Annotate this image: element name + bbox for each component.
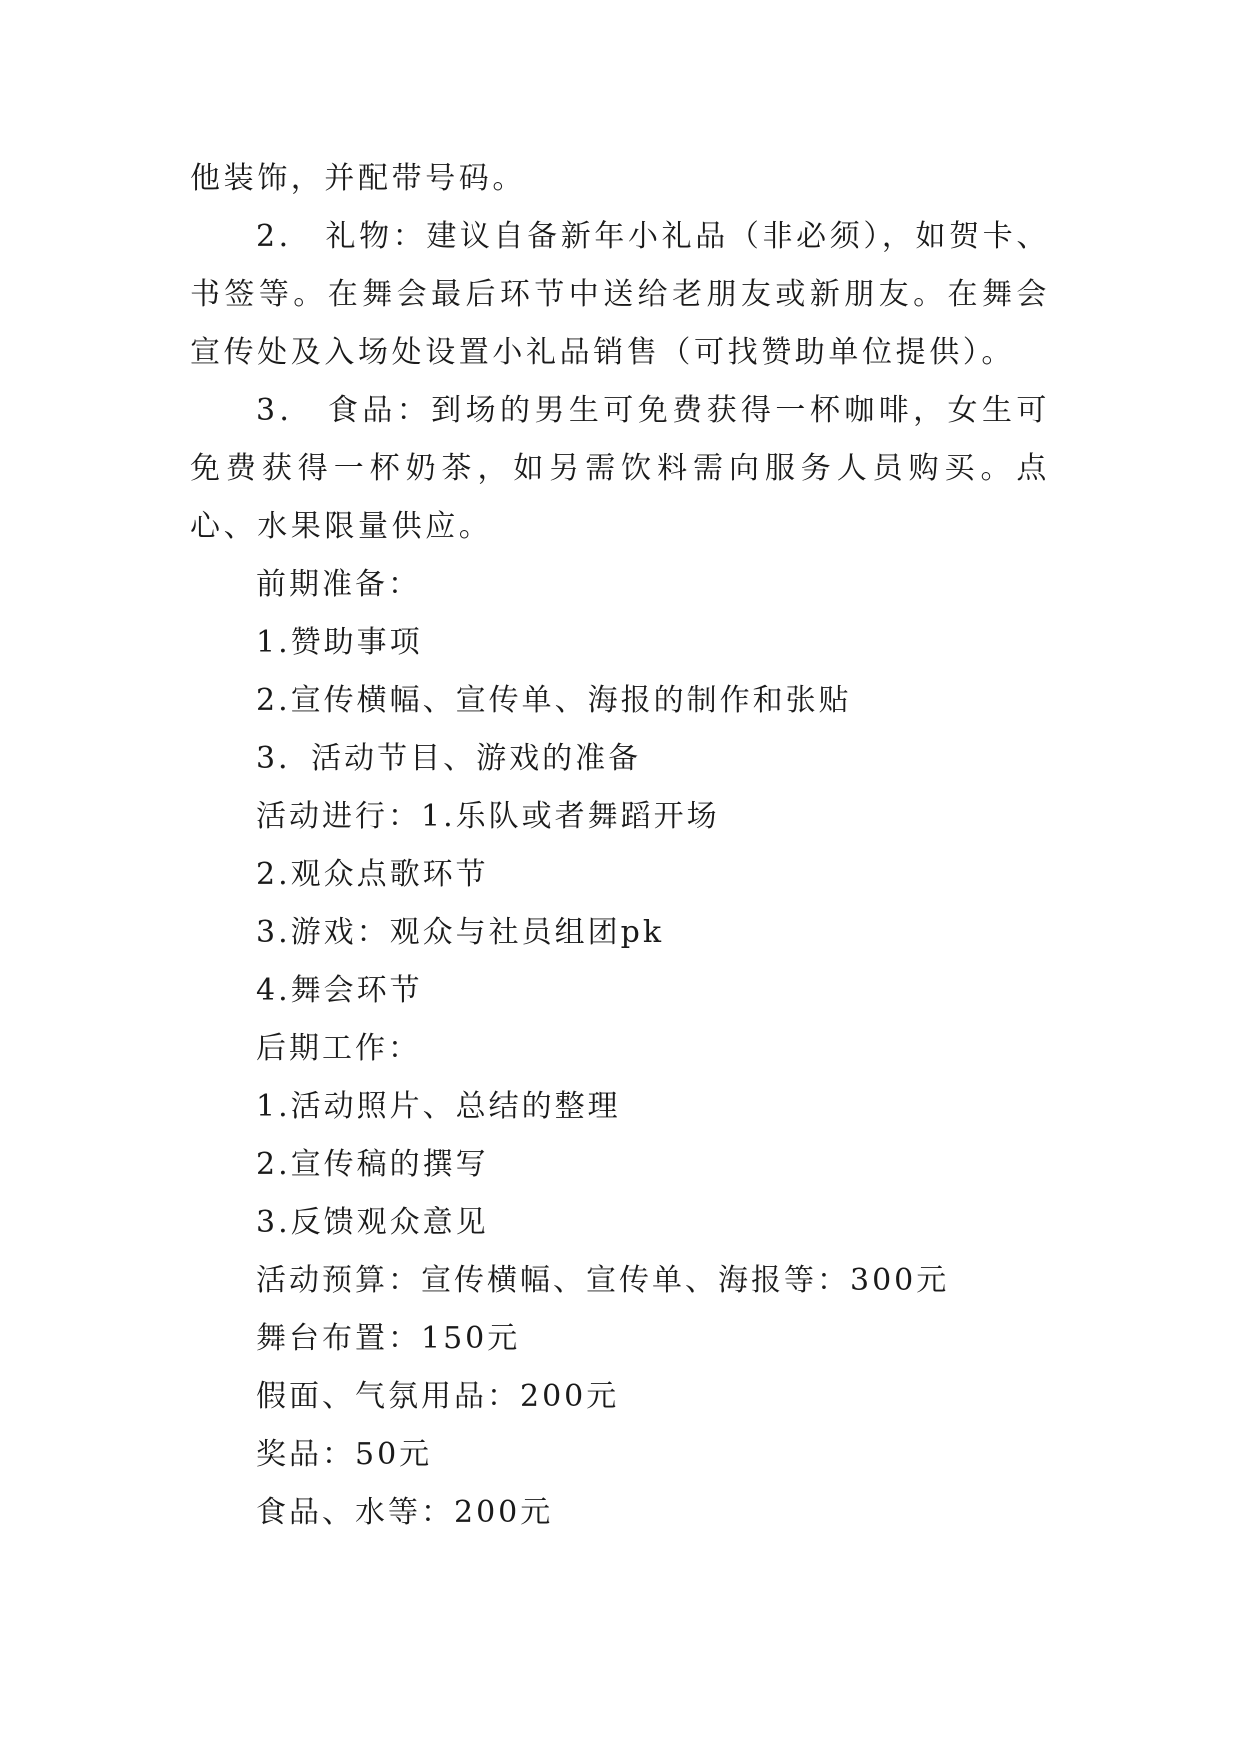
budget-item-publicity: 活动预算：宣传横幅、宣传单、海报等：300元 — [256, 1263, 950, 1298]
followup-item-press: 2.宣传稿的撰写 — [256, 1147, 489, 1182]
followup-item-feedback: 3.反馈观众意见 — [256, 1205, 489, 1240]
prep-item-publicity: 2.宣传横幅、宣传单、海报的制作和张贴 — [256, 683, 852, 718]
budget-item-stage: 舞台布置：150元 — [256, 1321, 521, 1356]
activity-item-games: 3.游戏：观众与社员组团pk — [256, 915, 665, 950]
budget-item-masks: 假面、气氛用品：200元 — [256, 1379, 620, 1414]
document-body — [190, 150, 1050, 1542]
budget-item-food: 食品、水等：200元 — [256, 1495, 554, 1530]
activity-item-song-requests: 2.观众点歌环节 — [256, 857, 489, 892]
prep-item-sponsorship: 1.赞助事项 — [256, 625, 423, 660]
heading-followup: 后期工作： — [256, 1031, 421, 1066]
activity-item-dance: 4.舞会环节 — [256, 973, 423, 1008]
paragraph-gifts: 2． 礼物：建议自备新年小礼品（非必须），如贺卡、书签等。在舞会最后环节中送给老朋友或新朋友。在舞会宣传处及入场处设置小礼品销售（可找赞助单位提供）。 — [190, 219, 1050, 370]
paragraph-decoration-continuation: 他装饰，并配带号码。 — [190, 161, 526, 196]
heading-preparation: 前期准备： — [256, 567, 421, 602]
budget-item-prizes: 奖品：50元 — [256, 1437, 433, 1472]
prep-item-programs: 3．活动节目、游戏的准备 — [256, 741, 642, 776]
followup-item-photos: 1.活动照片、总结的整理 — [256, 1089, 621, 1124]
activity-item-opening: 活动进行：1.乐队或者舞蹈开场 — [256, 799, 720, 834]
paragraph-food: 3． 食品：到场的男生可免费获得一杯咖啡，女生可免费获得一杯奶茶，如另需饮料需向服务人员购买。点心、水果限量供应。 — [190, 393, 1050, 544]
